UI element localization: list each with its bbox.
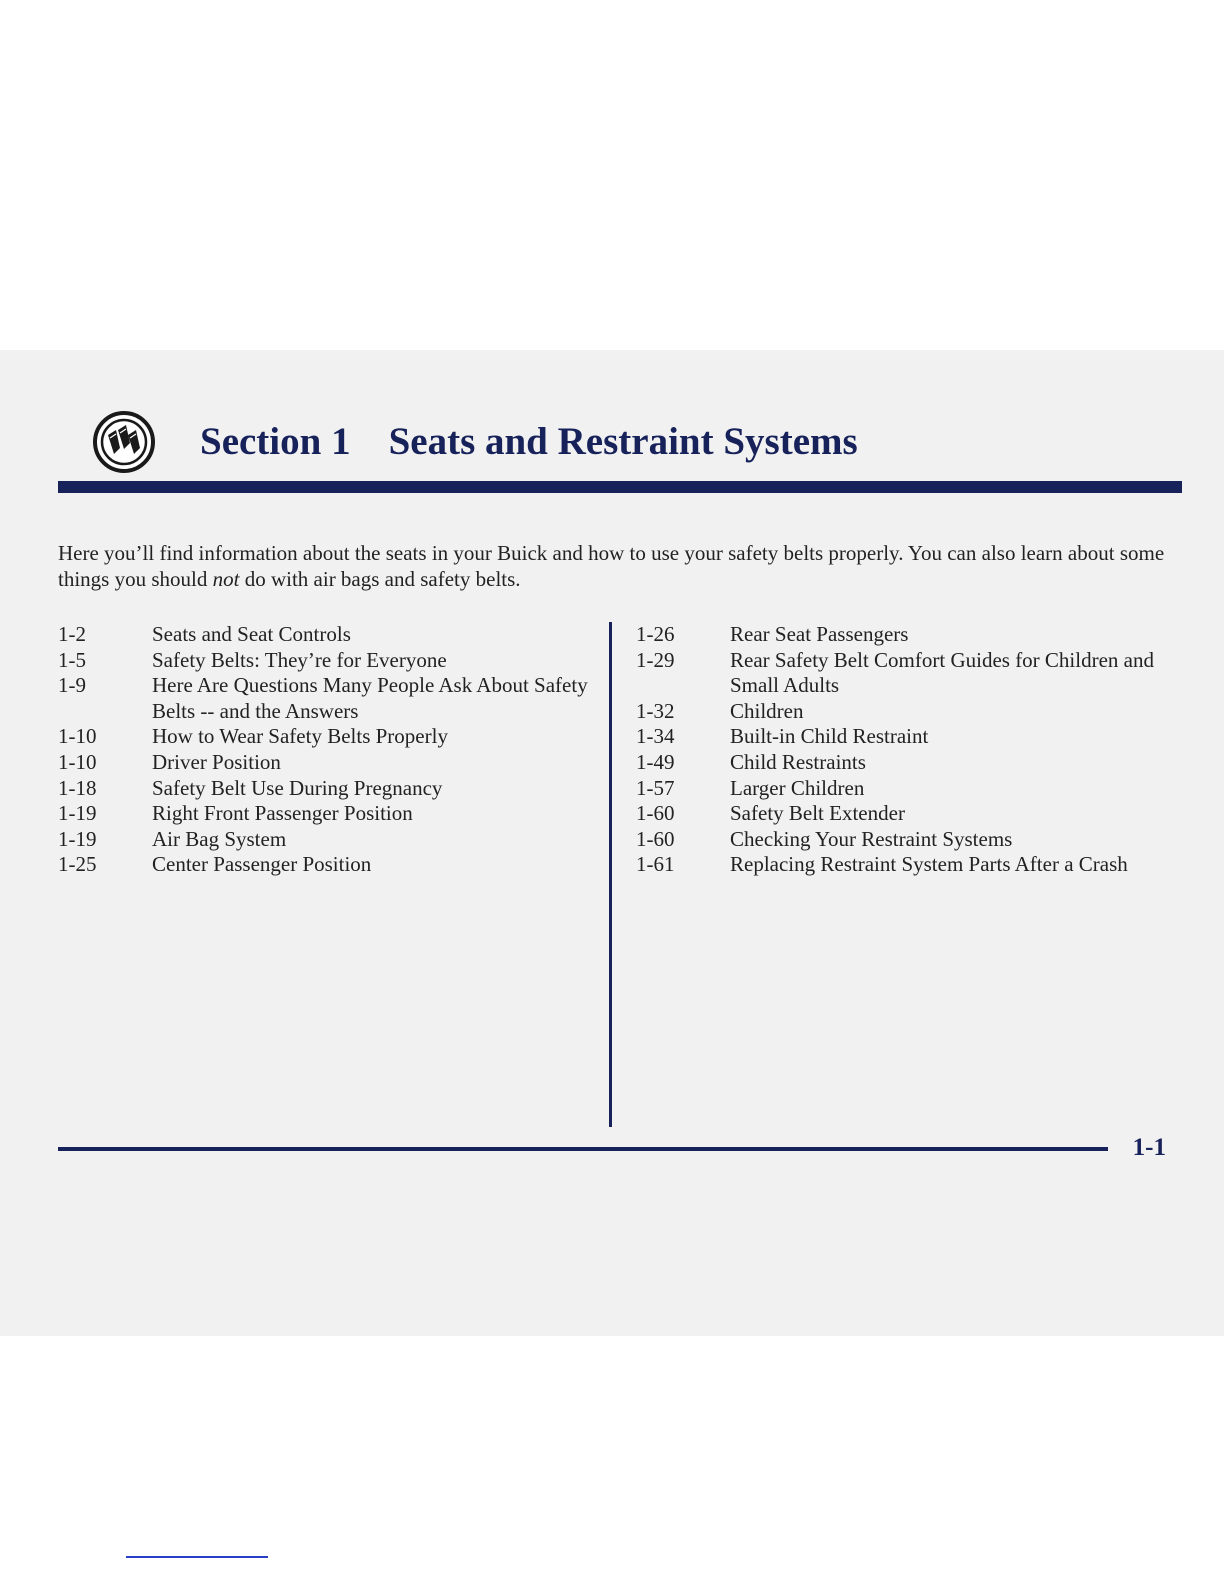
toc-title: Rear Seat Passengers [730,622,909,646]
header-rule [58,481,1182,493]
footer-link-underline[interactable] [126,1556,268,1558]
toc-title: Larger Children [730,775,865,800]
toc-entry[interactable] [58,622,598,648]
footer-rule [58,1147,1108,1151]
toc-entry[interactable] [58,801,598,827]
toc-page: 1-60 [636,801,675,826]
toc-title: Seats and Seat Controls [152,622,351,646]
toc-page: 1-9 [58,673,86,698]
intro-paragraph [58,540,1168,592]
toc-page: 1-57 [636,775,675,800]
toc-page: 1-18 [58,775,97,800]
intro-text-start: Here you’ll find information about the seats in your Buick and how to use your safety belts properly. You can also learn about some things you should [58,541,1165,591]
toc-page: 1-29 [636,647,675,672]
toc-entry[interactable] [636,801,1156,827]
intro-emphasis: not [212,567,240,591]
toc-page: 1-10 [58,724,97,749]
section-number: Section 1 [200,420,351,463]
toc-entry[interactable] [58,724,598,750]
buick-logo-icon [92,410,156,474]
toc-entry[interactable] [58,852,598,878]
toc-title: Checking Your Restraint Systems [730,826,1013,851]
toc-title: Rear Safety Belt Comfort Guides for Children and Small Adults [730,647,1154,698]
toc-title: Safety Belt Extender [730,801,905,826]
toc-title: Child Restraints [730,749,866,774]
toc-page: 1-19 [58,801,97,826]
toc-page: 1-19 [58,826,97,851]
toc-title: Driver Position [152,749,281,774]
toc-entry[interactable] [636,724,1156,750]
toc-entry[interactable] [636,622,1156,648]
toc-page: 1-34 [636,724,675,749]
toc-entry[interactable] [636,750,1156,776]
column-divider [609,622,612,1127]
toc-title: Children [730,698,804,723]
toc-page: 1-32 [636,698,675,723]
toc-entry[interactable] [636,699,1156,725]
toc-left-column [58,622,598,878]
toc-entry[interactable] [636,648,1156,699]
toc-entry[interactable] [636,776,1156,802]
toc-entry[interactable] [58,750,598,776]
toc-page: 1-2 [58,622,86,646]
toc-entry[interactable] [636,827,1156,853]
toc-title: Safety Belts: They’re for Everyone [152,647,447,672]
section-title [200,412,858,472]
toc-entry[interactable] [58,673,598,724]
toc-entry[interactable] [58,827,598,853]
toc-page: 1-25 [58,852,97,877]
toc-page: 1-61 [636,852,675,877]
toc-right-column [636,622,1156,878]
toc-title: Built-in Child Restraint [730,724,929,749]
toc-title: Replacing Restraint System Parts After a Crash [730,852,1128,877]
toc-page: 1-5 [58,647,86,672]
toc-entry[interactable] [636,852,1156,878]
toc-entry[interactable] [58,648,598,674]
toc-title: Right Front Passenger Position [152,801,413,826]
toc-title: Air Bag System [152,826,287,851]
toc-title: Safety Belt Use During Pregnancy [152,775,443,800]
section-header [60,410,1180,480]
toc-page: 1-10 [58,749,97,774]
page-number: 1-1 [1132,1134,1166,1161]
toc-page: 1-60 [636,826,675,851]
section-name: Seats and Restraint Systems [388,420,858,463]
toc-title: Center Passenger Position [152,852,372,877]
toc-page: 1-49 [636,749,675,774]
toc-entry[interactable] [58,776,598,802]
toc-title: How to Wear Safety Belts Properly [152,724,448,749]
toc-title: Here Are Questions Many People Ask About Safety Belts -- and the Answers [152,673,588,723]
toc-page: 1-26 [636,622,675,646]
intro-text-end: do with air bags and safety belts. [239,567,521,591]
page-panel [0,350,1224,1336]
